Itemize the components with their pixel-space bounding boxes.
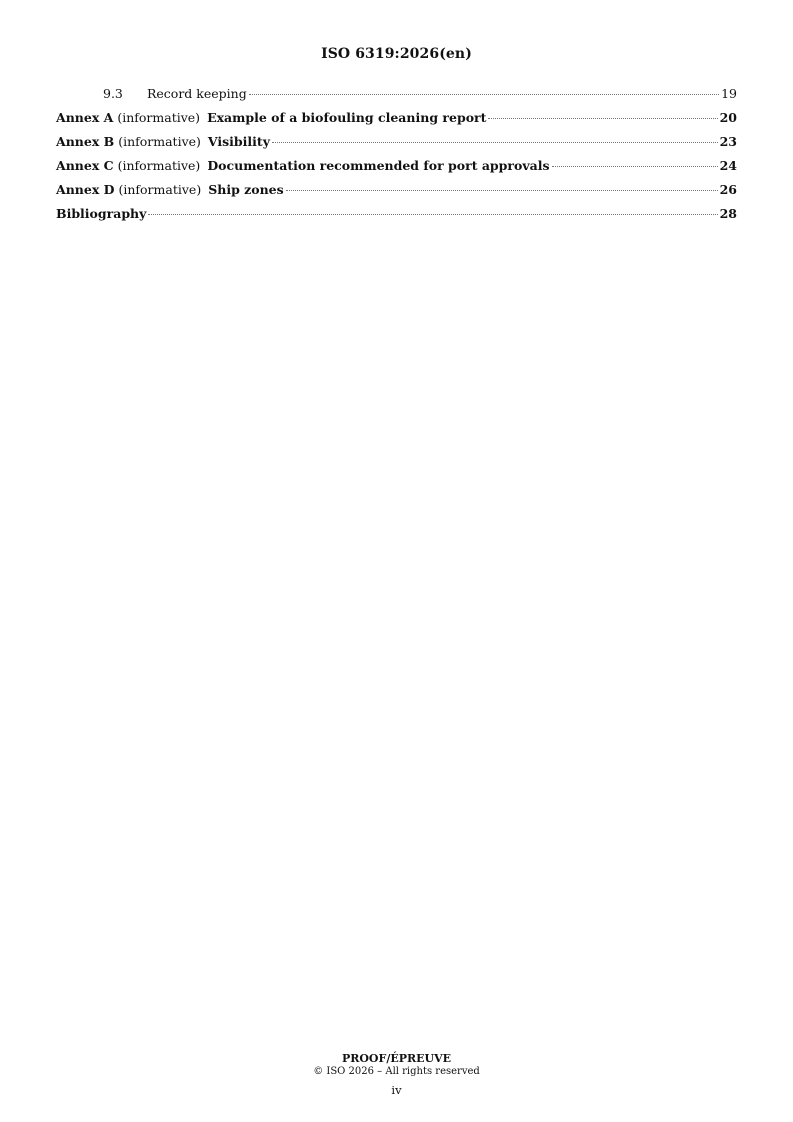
- dot-leader: [488, 118, 717, 119]
- dot-leader: [286, 190, 718, 191]
- proof-stamp: PROOF/ÉPREUVE: [341, 1052, 452, 1065]
- toc-entry-page: 28: [719, 206, 737, 221]
- document-header-title: ISO 6319:2026(en): [321, 46, 472, 62]
- dot-leader: [272, 142, 718, 143]
- toc-entry-annex-c[interactable]: [56, 157, 737, 181]
- toc-entry-page: 19: [721, 86, 737, 101]
- toc-entry-page: 24: [719, 158, 737, 173]
- annex-label: Annex A: [56, 110, 114, 125]
- toc-entry-title: Record keeping: [147, 86, 247, 101]
- annex-label: Annex D: [56, 182, 115, 197]
- annex-title: Visibility: [207, 134, 270, 149]
- copyright-notice: © ISO 2026 – All rights reserved: [313, 1066, 480, 1077]
- toc-entry-annex-b[interactable]: [56, 133, 737, 157]
- page-footer: [0, 1052, 793, 1098]
- toc-entry-9-3[interactable]: [56, 85, 737, 109]
- dot-leader: [148, 214, 717, 215]
- toc-entry-bibliography[interactable]: [56, 205, 737, 229]
- toc-entry-annex-d[interactable]: [56, 181, 737, 205]
- annex-type: (informative): [117, 158, 201, 173]
- annex-type: (informative): [117, 110, 201, 125]
- toc-entry-page: 20: [719, 110, 737, 125]
- dot-leader: [552, 166, 718, 167]
- annex-label: Annex C: [56, 158, 114, 173]
- toc-entry-page: 26: [719, 182, 737, 197]
- toc-entry-number: 9.3: [103, 86, 123, 101]
- annex-type: (informative): [118, 134, 201, 149]
- annex-title: Example of a biofouling cleaning report: [207, 110, 487, 125]
- annex-type: (informative): [118, 182, 202, 197]
- dot-leader: [249, 94, 719, 95]
- annex-label: Annex B: [56, 134, 115, 149]
- annex-title: Documentation recommended for port approvals: [207, 158, 550, 173]
- bibliography-title: Bibliography: [56, 206, 147, 221]
- toc-entry-page: 23: [719, 134, 737, 149]
- table-of-contents: [56, 85, 737, 229]
- toc-entry-annex-a[interactable]: [56, 109, 737, 133]
- annex-title: Ship zones: [208, 182, 284, 197]
- page-number: iv: [391, 1083, 402, 1097]
